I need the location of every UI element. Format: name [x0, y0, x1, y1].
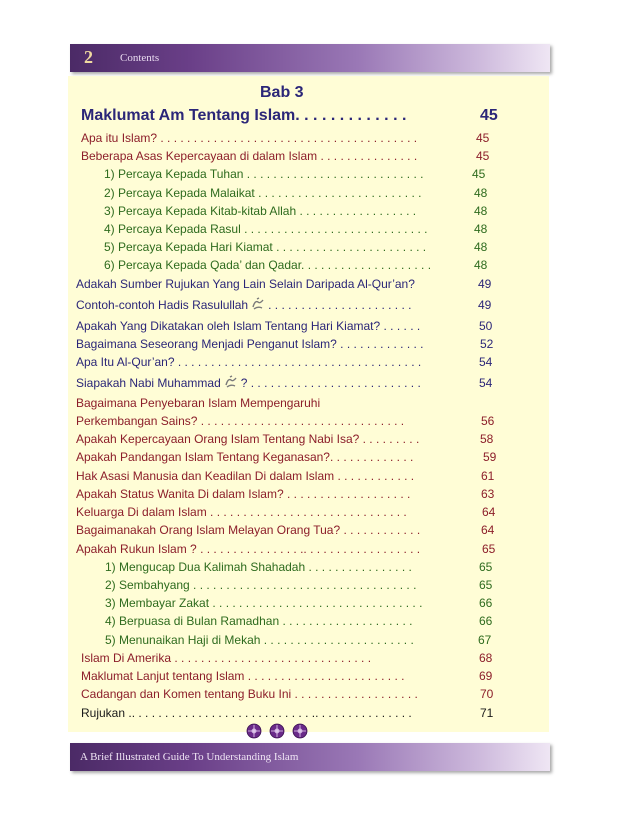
toc-entry-title: Contoh-contoh Hadis Rasulullah	[76, 298, 249, 312]
toc-entry-page: 48	[474, 204, 488, 218]
toc-entry-title: 5) Percaya Kepada Hari Kiamat . . . . . . . . . . . . . . . . . . . . . . .	[104, 240, 427, 254]
toc-entry-title: Hak Asasi Manusia dan Keadilan Di dalam Islam . . . . . . . . . . . .	[76, 469, 415, 483]
section-title: Maklumat Am Tentang Islam. . . . . . . . . . . . .	[81, 107, 407, 124]
toc-entry-title: 1) Mengucap Dua Kalimah Shahadah . . . . . . . . . . . . . . . .	[105, 560, 412, 574]
toc-entry-page: 45	[472, 167, 486, 181]
toc-entry-page: 48	[474, 186, 488, 200]
toc-entry-title: Apa itu Islam? . . . . . . . . . . . . . . . . . . . . . . . . . . . . . . . . . . . . . . .	[81, 131, 418, 145]
footer-bar	[70, 743, 550, 771]
toc-entry-page: 64	[481, 523, 495, 537]
toc-entry-title: Perkembangan Sains? . . . . . . . . . . . . . . . . . . . . . . . . . . . . . . .	[76, 414, 405, 428]
toc-entry-title: Apakah Status Wanita Di dalam Islam? . . . . . . . . . . . . . . . . . . .	[76, 487, 411, 501]
toc-entry-title: 4) Berpuasa di Bulan Ramadhan . . . . . . . . . . . . . . . . . . . .	[105, 614, 413, 628]
toc-entry-page: 48	[474, 258, 488, 272]
toc-entry-leader: . . . . . . . . . . . . . . . . . . . . . .	[268, 298, 412, 312]
header-label: Contents	[120, 52, 160, 64]
toc-entry-page: 61	[481, 469, 495, 483]
toc-entry-title: Maklumat Lanjut tentang Islam . . . . . . . . . . . . . . . . . . . . . . . .	[81, 669, 405, 683]
purple-rosette-icon	[244, 722, 310, 740]
toc-entry-page: 49	[478, 277, 492, 291]
toc-entry-page: 67	[478, 633, 492, 647]
toc-entry-title: Apa Itu Al-Qur’an? . . . . . . . . . . . . . . . . . . . . . . . . . . . . . . . . . . . . .	[76, 355, 422, 369]
toc-entry-page: 45	[476, 131, 490, 145]
toc-entry-page: 68	[479, 651, 493, 665]
toc-entry-page: 69	[479, 669, 493, 683]
toc-entry-title: 3) Percaya Kepada Kitab-kitab Allah . . . . . . . . . . . . . . . . . .	[104, 204, 417, 218]
toc-entry-title: Rujukan .. . . . . . . . . . . . . . . . . . . . . . . . . . . .. . . . . . . . . . . . . . .	[81, 706, 412, 720]
toc-entry-title-group	[76, 375, 421, 391]
toc-entry-page: 56	[481, 414, 495, 428]
toc-entry-page: 70	[480, 687, 494, 701]
toc-entry-title: Apakah Pandangan Islam Tentang Keganasan?. . . . . . . . . . . . .	[76, 450, 414, 464]
toc-entry-page: 65	[479, 578, 493, 592]
chapter-title: Bab 3	[260, 84, 304, 101]
toc-entry-title: Bagaimanakah Orang Islam Melayan Orang Tua? . . . . . . . . . . . .	[76, 523, 421, 537]
toc-entry-page: 52	[480, 337, 494, 351]
toc-entry-title: 1) Percaya Kepada Tuhan . . . . . . . . . . . . . . . . . . . . . . . . . . .	[104, 167, 424, 181]
toc-entry-page: 58	[480, 432, 494, 446]
toc-entry-page: 49	[478, 298, 492, 312]
toc-entry-title: Apakah Yang Dikatakan oleh Islam Tentang Hari Kiamat? . . . . . .	[76, 319, 421, 333]
toc-entry-leader: ? . . . . . . . . . . . . . . . . . . . . . . . . . .	[240, 376, 421, 390]
toc-entry-page: 64	[482, 505, 496, 519]
toc-entry-page: 63	[481, 487, 495, 501]
toc-entry-page: 66	[479, 596, 493, 610]
toc-entry-title: Islam Di Amerika . . . . . . . . . . . . . . . . . . . . . . . . . . . . . .	[81, 651, 372, 665]
toc-entry-page: 48	[474, 222, 488, 236]
page-number: 2	[84, 47, 93, 67]
section-page: 45	[480, 107, 498, 124]
toc-entry-title: 3) Membayar Zakat . . . . . . . . . . . . . . . . . . . . . . . . . . . . . . . .	[105, 596, 423, 610]
toc-entry-page: 45	[476, 149, 490, 163]
toc-entry-page: 50	[479, 319, 493, 333]
toc-entry-title: Apakah Kepercayaan Orang Islam Tentang Nabi Isa? . . . . . . . . .	[76, 432, 420, 446]
toc-entry-title: Bagaimana Seseorang Menjadi Penganut Islam? . . . . . . . . . . . . .	[76, 337, 424, 351]
toc-entry-title: Apakah Rukun Islam ? . . . . . . . . . . . . . . . .. . . . . . . . . . . . . . . . . .	[76, 542, 421, 556]
toc-entry-title: 6) Percaya Kepada Qada’ dan Qadar. . . . . . . . . . . . . . . . . . . .	[104, 258, 432, 272]
pbuh-calligraphy-icon	[224, 375, 238, 389]
toc-entry-page: 48	[474, 240, 488, 254]
toc-entry-title: 2) Sembahyang . . . . . . . . . . . . . . . . . . . . . . . . . . . . . . . . . .	[105, 578, 417, 592]
toc-entry-title: Keluarga Di dalam Islam . . . . . . . . . . . . . . . . . . . . . . . . . . . . . .	[76, 505, 407, 519]
toc-entry-title: Beberapa Asas Kepercayaan di dalam Islam . . . . . . . . . . . . . . .	[81, 149, 418, 163]
toc-entry-title: 5) Menunaikan Haji di Mekah . . . . . . . . . . . . . . . . . . . . . . .	[105, 633, 414, 647]
toc-entry-title: 4) Percaya Kepada Rasul . . . . . . . . . . . . . . . . . . . . . . . . . . . .	[104, 222, 428, 236]
toc-entry-title: Siapakah Nabi Muhammad	[76, 376, 221, 390]
toc-entry-page: 59	[483, 450, 497, 464]
toc-entry-title: Bagaimana Penyebaran Islam Mempengaruhi	[76, 396, 321, 410]
toc-entry-page: 54	[479, 355, 493, 369]
toc-entry-title-group	[76, 297, 411, 313]
toc-entry-page: 66	[479, 614, 493, 628]
toc-entry-title: 2) Percaya Kepada Malaikat . . . . . . . . . . . . . . . . . . . . . . . . .	[104, 186, 422, 200]
toc-entry-page: 54	[479, 376, 493, 390]
toc-entry-page: 71	[480, 706, 494, 720]
footer-title: A Brief Illustrated Guide To Understanding Islam	[80, 751, 299, 763]
toc-entry-page: 65	[482, 542, 496, 556]
header-bar	[70, 44, 550, 72]
pbuh-calligraphy-icon	[251, 297, 265, 311]
toc-entry-title: Cadangan dan Komen tentang Buku Ini . . . . . . . . . . . . . . . . . . .	[81, 687, 418, 701]
toc-entry-title: Adakah Sumber Rujukan Yang Lain Selain Daripada Al-Qur’an?	[76, 277, 415, 291]
toc-entry-page: 65	[479, 560, 493, 574]
